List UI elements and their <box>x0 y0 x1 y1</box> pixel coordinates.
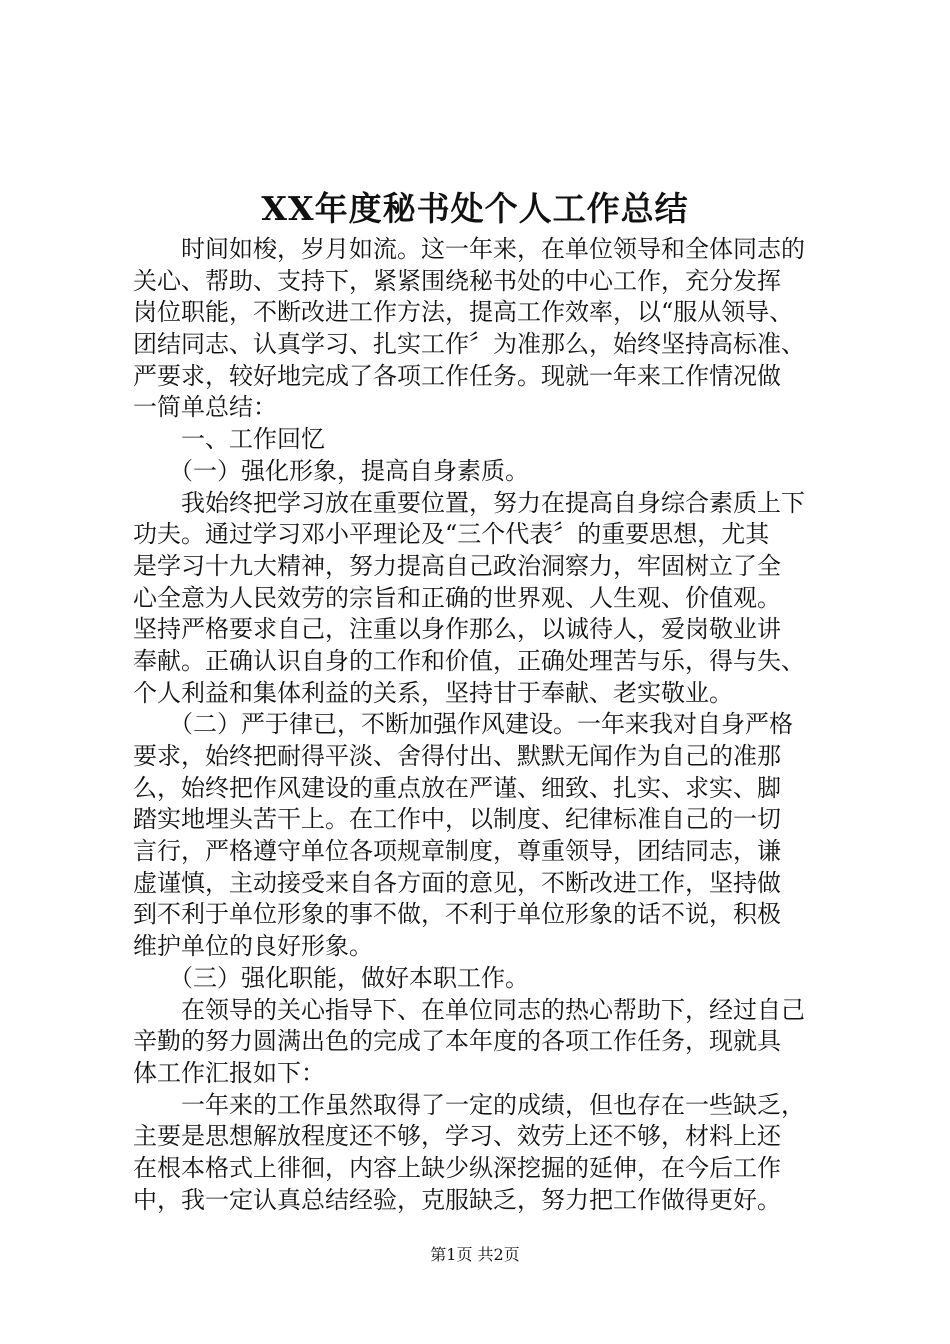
text-line: 言行，严格遵守单位各项规章制度，尊重领导，团结同志，谦 <box>133 837 781 866</box>
text-line: 我始终把学习放在重要位置，努力在提高自身综合素质上下 <box>133 488 805 517</box>
text-line: 是学习十九大精神，努力提高自己政治洞察力，牢固树立了全 <box>133 551 781 580</box>
text-line: 坚持严格要求自己，注重以身作那么，以诚待人，爱岗敬业讲 <box>133 615 781 644</box>
text-line: 关心、帮助、支持下，紧紧围绕秘书处的中心工作，充分发挥 <box>133 266 781 295</box>
text-line: 么，始终把作风建设的重点放在严谨、细致、扎实、求实、脚 <box>133 773 781 802</box>
page-footer: 第1页 共2页 <box>430 1245 520 1264</box>
text-line: 心全意为人民效劳的宗旨和正确的世界观、人生观、价值观。 <box>133 583 781 612</box>
text-line: 团结同志、认真学习、扎实工作〞为准那么，始终坚持高标准、 <box>133 330 805 359</box>
text-line: 奉献。正确认识自身的工作和价值，正确处理苦与乐，得与失、 <box>133 646 805 675</box>
text-line: 时间如梭，岁月如流。这一年来，在单位领导和全体同志的 <box>133 235 805 263</box>
text-line: 岗位职能，不断改进工作方法，提高工作效率，以“服从领导、 <box>133 298 794 327</box>
text-line: 严要求，较好地完成了各项工作任务。现就一年来工作情况做 <box>133 361 781 390</box>
text-line: 辛勤的努力圆满出色的完成了本年度的各项工作任务，现就具 <box>133 1027 781 1056</box>
text-line: 一简单总结： <box>133 393 277 422</box>
text-line: 要求，始终把耐得平淡、舍得付出、默默无闻作为自己的准那 <box>133 742 781 770</box>
text-line: 在根本格式上徘徊，内容上缺少纵深挖掘的延伸，在今后工作 <box>133 1153 781 1182</box>
text-line: 在领导的关心指导下、在单位同志的热心帮助下，经过自己 <box>133 995 805 1024</box>
text-line: 主要是思想解放程度还不够，学习、效劳上还不够，材料上还 <box>133 1122 781 1151</box>
section-heading: 一、工作回忆 <box>133 425 325 454</box>
text-line: 维护单位的良好形象。 <box>133 932 373 961</box>
text-line: 踏实地埋头苦干上。在工作中，以制度、纪律标准自己的一切 <box>133 805 781 834</box>
text-line: 中，我一定认真总结经验，克服缺乏，努力把工作做得更好。 <box>133 1185 781 1214</box>
text-line: 功夫。通过学习邓小平理论及“三个代表〞的重要思想，尤其 <box>133 520 770 549</box>
subsection-heading: （三）强化职能，做好本职工作。 <box>133 963 529 992</box>
subsection-heading: （二）严于律已，不断加强作风建设。一年来我对自身严格 <box>133 710 793 739</box>
subsection-heading: （一）强化形象，提高自身素质。 <box>133 456 529 485</box>
text-line: 个人利益和集体利益的关系，坚持甘于奉献、老实敬业。 <box>133 678 733 707</box>
text-line: 虚谨慎，主动接受来自各方面的意见，不断改进工作，坚持做 <box>133 868 781 897</box>
text-line: 体工作汇报如下： <box>133 1058 325 1087</box>
document-title: XX年度秘书处个人工作总结 <box>261 189 689 228</box>
document-body <box>133 234 853 1216</box>
text-line: 一年来的工作虽然取得了一定的成绩，但也存在一些缺乏， <box>133 1090 805 1119</box>
text-line: 到不利于单位形象的事不做，不利于单位形象的话不说，积极 <box>133 900 781 929</box>
